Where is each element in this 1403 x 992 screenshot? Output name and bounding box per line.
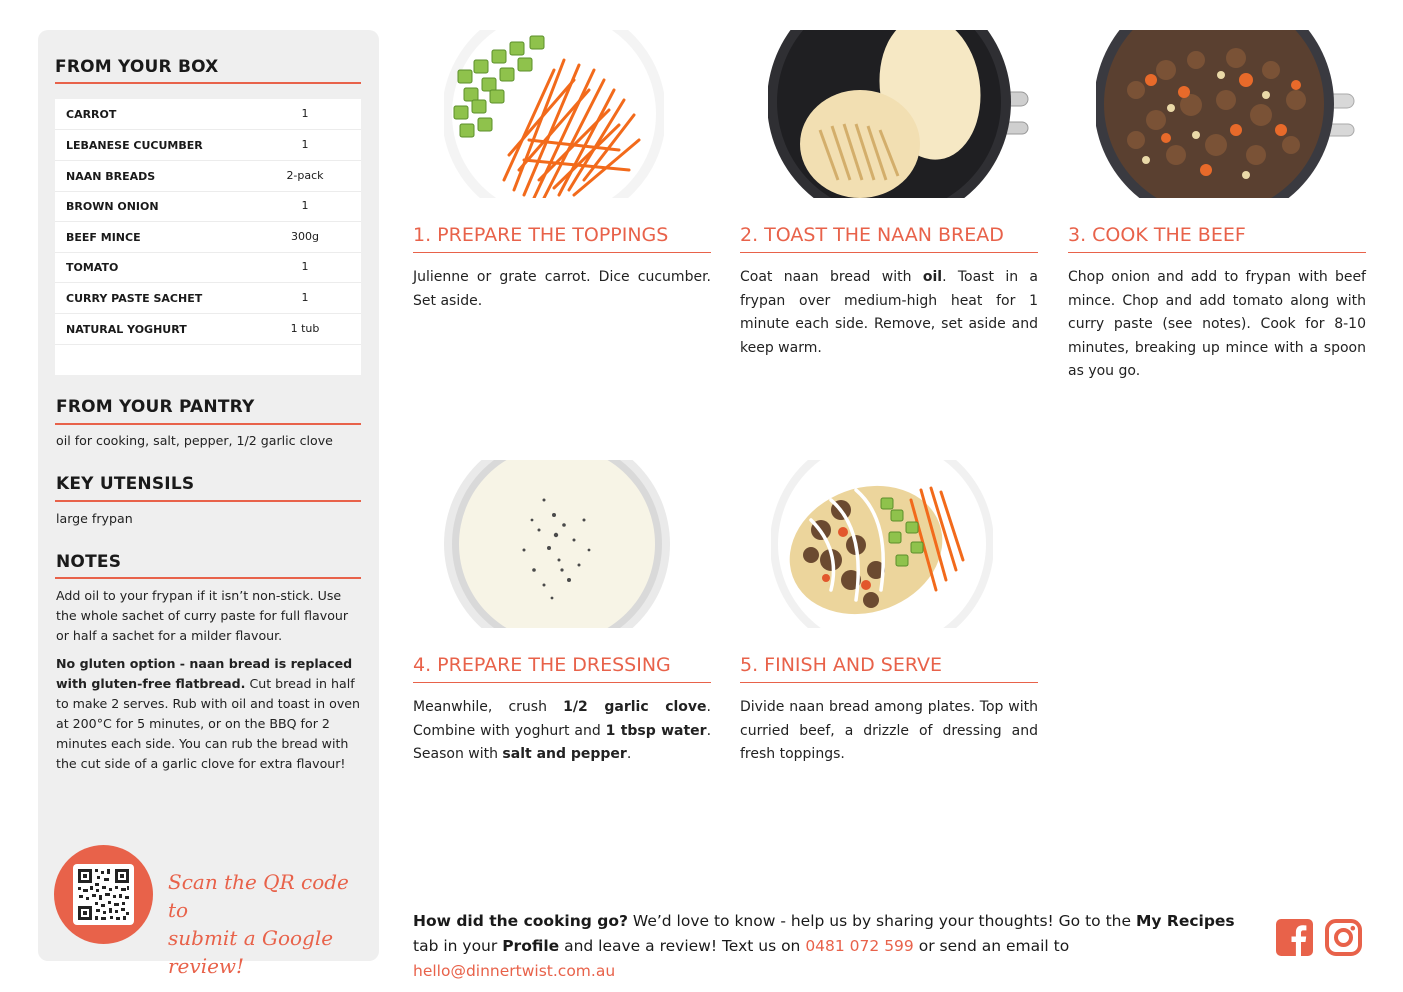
- ingredients-table: [55, 99, 361, 375]
- ingredients-sidebar: [38, 30, 379, 978]
- step-4-title: 4. PREPARE THE DRESSING: [413, 654, 711, 683]
- no-gluten-note: No gluten option - naan bread is replaced with gluten-free flatbread.: [56, 656, 353, 691]
- qr-text-line-1: Scan the QR code to: [168, 870, 349, 922]
- notes-title: NOTES: [56, 552, 122, 572]
- beef-frypan-photo: [1096, 30, 1358, 198]
- table-row: [55, 99, 361, 130]
- step-2-text: [740, 266, 1038, 360]
- table-row: [55, 222, 361, 253]
- ingredient-qty: 1 tub: [290, 322, 320, 335]
- step-4-bold-garlic: 1/2 garlic clove: [563, 699, 707, 715]
- table-row: [55, 283, 361, 314]
- section-divider: [55, 577, 361, 579]
- ingredient-name: NAAN BREADS: [66, 170, 156, 183]
- ingredient-qty: 1: [301, 199, 309, 212]
- ingredient-name: LEBANESE CUCUMBER: [66, 139, 203, 152]
- qr-text-line-2: submit a Google review!: [168, 926, 334, 978]
- ingredient-qty: 1: [301, 291, 309, 304]
- ingredient-qty: 2-pack: [286, 169, 324, 182]
- step-3-text: Chop onion and add to frypan with beef mince. Chop and add tomato along with curry paste (see notes). Cook for 8-10 minutes, breaking up mince with a spoon as you go.: [1068, 269, 1366, 379]
- section-divider: [55, 500, 361, 502]
- ingredient-name: TOMATO: [66, 261, 119, 274]
- table-row: [55, 252, 361, 283]
- qr-review-prompt: [168, 868, 368, 980]
- notes-paragraph-2: [56, 654, 362, 774]
- step-2-title: 2. TOAST THE NAAN BREAD: [740, 224, 1038, 253]
- footer-text: or send an email to: [913, 937, 1070, 955]
- review-footer: [413, 909, 1263, 984]
- step-4-text: [413, 696, 711, 767]
- served-naan-photo: [771, 460, 993, 628]
- step-5-text: Divide naan bread among plates. Top with curried beef, a drizzle of dressing and fresh toppings.: [740, 699, 1038, 762]
- qr-badge[interactable]: [54, 845, 153, 944]
- step-4-bold-seasoning: salt and pepper: [502, 746, 627, 762]
- step-3-title: 3. COOK THE BEEF: [1068, 224, 1366, 253]
- notes-paragraph-2-text: Cut bread in half to make 2 serves. Rub with oil and toast in oven at 200°C for 5 minutes, or on the BBQ for 2 minutes each side. You can rub the bread with the cut side of a garlic clove for extra flavour!: [56, 676, 361, 771]
- footer-question: How did the cooking go?: [413, 912, 628, 930]
- email-link[interactable]: hello@dinnertwist.com.au: [413, 962, 616, 980]
- step-2-text-part: . Toast in a frypan over medium-high heat for 1 minute each side. Remove, set aside and keep warm.: [740, 269, 1039, 356]
- ingredient-qty: 1: [301, 107, 309, 120]
- instagram-icon[interactable]: [1325, 919, 1362, 956]
- footer-text: We’d love to know - help us by sharing your thoughts! Go to the: [627, 912, 1136, 930]
- ingredient-name: CARROT: [66, 108, 117, 121]
- step-4-text-part: .: [626, 746, 632, 762]
- table-row: [55, 191, 361, 222]
- step-5-title: 5. FINISH AND SERVE: [740, 654, 1038, 683]
- ingredient-qty: 1: [301, 260, 309, 273]
- step-1-title: 1. PREPARE THE TOPPINGS: [413, 224, 711, 253]
- step-4-bold-water: 1 tbsp water: [605, 722, 707, 739]
- table-row: [55, 314, 361, 345]
- profile-mention: Profile: [502, 937, 560, 955]
- step-1-text: Julienne or grate carrot. Dice cucumber. Set aside.: [413, 269, 711, 309]
- my-recipes-tab-mention: My Recipes: [1135, 912, 1235, 930]
- table-row: [55, 130, 361, 161]
- ingredient-qty: 1: [301, 138, 309, 151]
- dressing-bowl-photo: [444, 460, 670, 628]
- toppings-photo: [444, 30, 664, 198]
- section-divider: [55, 423, 361, 425]
- step-2-text-part: Coat naan bread with: [740, 269, 923, 285]
- phone-link[interactable]: 0481 072 599: [805, 937, 914, 955]
- qr-code-icon[interactable]: [73, 864, 134, 925]
- footer-text: and leave a review! Text us on: [559, 937, 806, 955]
- utensils-text: large frypan: [56, 511, 133, 526]
- ingredient-name: CURRY PASTE SACHET: [66, 292, 203, 305]
- footer-text: tab in your: [413, 937, 503, 955]
- from-your-box-title: FROM YOUR BOX: [55, 57, 219, 77]
- naan-frypan-photo: [768, 30, 1033, 198]
- notes-paragraph-1: Add oil to your frypan if it isn’t non-stick. Use the whole sachet of curry paste for full flavour or half a sachet for a milder flavour.: [56, 588, 349, 643]
- ingredient-qty: 300g: [291, 230, 319, 243]
- ingredient-name: BROWN ONION: [66, 200, 159, 213]
- step-4-text-part: . Season with: [413, 722, 712, 762]
- step-4-text-part: . Combine with yoghurt and: [413, 699, 711, 739]
- step-2-bold-oil: oil: [922, 269, 943, 285]
- table-row: [55, 161, 361, 192]
- from-your-pantry-title: FROM YOUR PANTRY: [56, 397, 255, 417]
- facebook-icon[interactable]: [1276, 919, 1313, 956]
- pantry-text: oil for cooking, salt, pepper, 1/2 garlic clove: [56, 433, 333, 448]
- section-divider: [55, 82, 361, 84]
- key-utensils-title: KEY UTENSILS: [56, 474, 195, 494]
- ingredient-name: NATURAL YOGHURT: [66, 323, 187, 336]
- ingredient-name: BEEF MINCE: [66, 231, 141, 244]
- step-4-text-part: Meanwhile, crush: [413, 699, 564, 715]
